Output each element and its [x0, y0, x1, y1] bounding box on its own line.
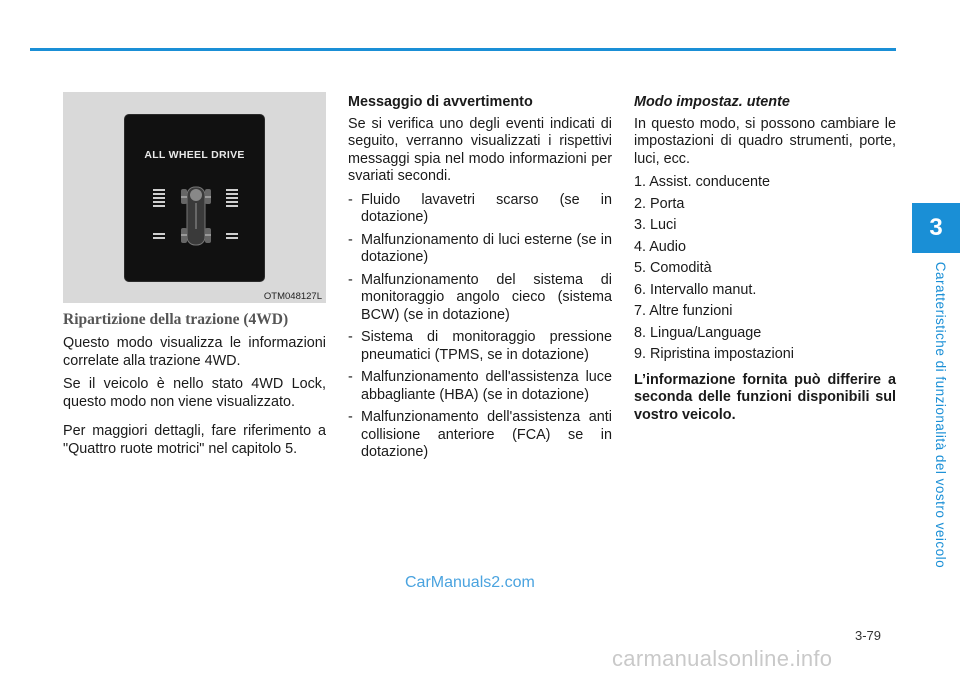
list-item: 1. Assist. conducente: [634, 174, 770, 190]
chapter-title: Caratteristiche di funzionalità del vostro veicolo: [933, 261, 948, 569]
paragraph: Se il veicolo è nello stato 4WD Lock, questo modo non viene visualizzato.: [63, 376, 326, 410]
list-item: 5. Comodità: [634, 260, 712, 276]
list-item: - Fluido lavavetri scarso (se in dotazione): [348, 192, 612, 227]
page-number: 3-79: [855, 628, 882, 643]
paragraph: Se si verifica uno degli eventi indicati di seguito, verranno visualizzati i rispettivi messaggi spia nel modo informazioni per svariati secondi.: [348, 115, 612, 184]
warning-list: [348, 192, 612, 462]
column-left: [63, 92, 326, 464]
settings-list: [634, 174, 896, 364]
column-right: [634, 92, 896, 424]
top-rule: [30, 48, 896, 51]
list-item: - Malfunzionamento di luci esterne (se in dotazione): [348, 232, 612, 267]
list-item: 2. Porta: [634, 195, 685, 212]
list-item: 7. Altre funzioni: [634, 303, 733, 319]
list-item: - Sistema di monitoraggio pressione pneumatici (TPMS, se in dotazione): [348, 329, 612, 364]
chapter-number-tab: 3: [912, 203, 960, 253]
cluster-screen: [124, 114, 265, 282]
footer-watermark: carmanualsonline.info: [612, 646, 833, 671]
section-heading-warning: Messaggio di avvertimento: [348, 94, 533, 110]
paragraph: In questo modo, si possono cambiare le impostazioni di quadro strumenti, porte, luci, ecc.: [634, 115, 896, 167]
screen-title: ALL WHEEL DRIVE: [144, 149, 245, 161]
column-middle: [348, 92, 612, 467]
availability-note: L’informazione fornita può differire a seconda delle funzioni disponibili sul vostro veicolo.: [634, 371, 896, 423]
list-item: 8. Lingua/Language: [634, 324, 762, 341]
paragraph: Per maggiori dettagli, fare riferimento a "Quattro ruote motrici" nel capitolo 5.: [63, 423, 326, 457]
list-item: 6. Intervallo manut.: [634, 281, 757, 298]
watermark-link[interactable]: CarManuals2.com: [405, 574, 535, 591]
awd-diagram-icon: [125, 115, 266, 283]
section-heading-user-settings: Modo impostaz. utente: [634, 94, 790, 110]
paragraph: Questo modo visualizza le informazioni correlate alla trazione 4WD.: [63, 335, 326, 369]
awd-display-figure: [63, 92, 326, 303]
list-item: 4. Audio: [634, 238, 687, 255]
list-item: 3. Luci: [634, 217, 677, 233]
list-item: - Malfunzionamento del sistema di monitoraggio angolo cieco (sistema BCW) (se in dotazione): [348, 272, 612, 325]
list-item: - Malfunzionamento dell'assistenza luce abbagliante (HBA) (se in dotazione): [348, 369, 612, 404]
list-item: 9. Ripristina impostazioni: [634, 346, 794, 362]
list-item: - Malfunzionamento dell'assistenza anti collisione anteriore (FCA) se in dotazione): [348, 409, 612, 462]
figure-code: OTM048127L: [263, 291, 322, 302]
section-heading-4wd: Ripartizione della trazione (4WD): [63, 311, 289, 328]
